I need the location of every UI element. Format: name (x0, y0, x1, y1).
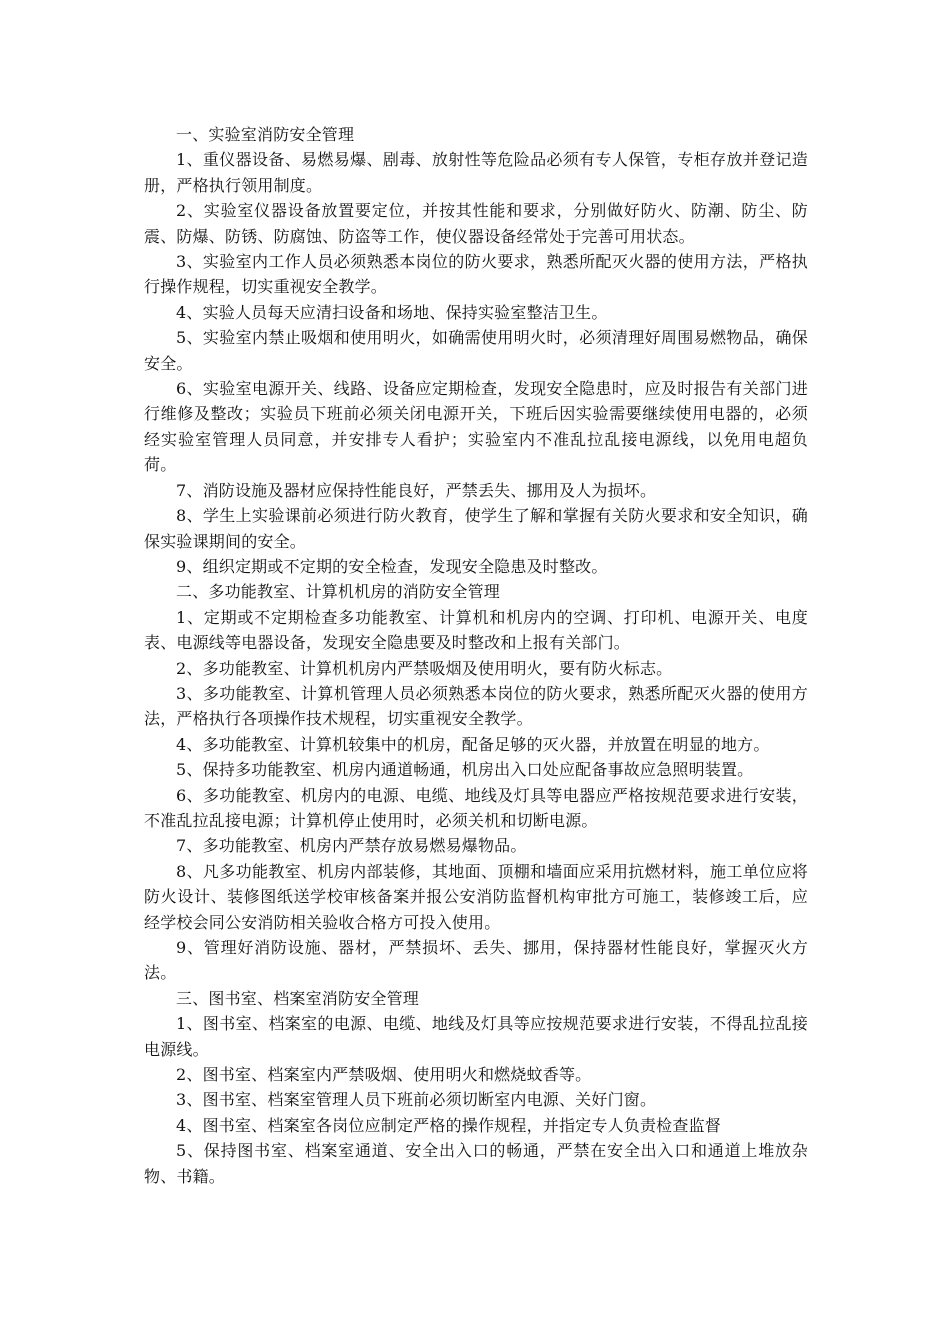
section-2-item-4: 4、多功能教室、计算机较集中的机房，配备足够的灭火器，并放置在明显的地方。 (176, 734, 770, 754)
section-2-item-9: 9、管理好消防设施、器材，严禁损坏、丢失、挪用，保持器材性能良好，掌握灭火方法。 (144, 938, 808, 983)
section-2-item-1: 1、定期或不定期检查多功能教室、计算机和机房内的空调、打印机、电源开关、电度表、电源线等电器设备，发现安全隐患要及时整改和上报有关部门。 (144, 607, 808, 653)
document-body (144, 122, 808, 1189)
section-2-item-7: 7、多功能教室、机房内严禁存放易燃易爆物品。 (176, 836, 527, 856)
section-2-item-6: 6、多功能教室、机房内的电源、电缆、地线及灯具等电器应严格按规范要求进行安装，不准乱拉乱接电源；计算机停止使用时，必须关机和切断电源。 (144, 785, 808, 830)
section-1-item-1: 1、重仪器设备、易燃易爆、剧毒、放射性等危险品必须有专人保管，专柜存放并登记造册，严格执行领用制度。 (144, 150, 808, 195)
section-3-item-2: 2、图书室、档案室内严禁吸烟、使用明火和燃烧蚊香等。 (176, 1065, 592, 1085)
section-1-item-5: 5、实验室内禁止吸烟和使用明火，如确需使用明火时，必须清理好周围易燃物品，确保安全。 (144, 328, 808, 373)
section-3-item-5: 5、保持图书室、档案室通道、安全出入口的畅通，严禁在安全出入口和通道上堆放杂物、书籍。 (144, 1141, 808, 1186)
section-1-item-2: 2、实验室仪器设备放置要定位，并按其性能和要求，分别做好防火、防潮、防尘、防震、防爆、防锈、防腐蚀、防盗等工作，使仪器设备经常处于完善可用状态。 (144, 201, 808, 246)
section-2-item-5: 5、保持多功能教室、机房内通道畅通，机房出入口处应配备事故应急照明装置。 (176, 760, 754, 780)
section-1-item-8: 8、学生上实验课前必须进行防火教育，使学生了解和掌握有关防火要求和安全知识，确保实验课期间的安全。 (144, 506, 808, 551)
section-2-item-2: 2、多功能教室、计算机机房内严禁吸烟及使用明火，要有防火标志。 (176, 658, 673, 678)
section-heading-3: 三、图书室、档案室消防安全管理 (176, 988, 420, 1008)
section-2-item-3: 3、多功能教室、计算机管理人员必须熟悉本岗位的防火要求，熟悉所配灭火器的使用方法，严格执行各项操作技术规程，切实重视安全教学。 (144, 683, 808, 729)
section-1-item-7: 7、消防设施及器材应保持性能良好，严禁丢失、挪用及人为损坏。 (176, 480, 657, 500)
section-3-item-4: 4、图书室、档案室各岗位应制定严格的操作规程，并指定专人负责检查监督 (176, 1115, 721, 1135)
section-1-item-9: 9、组织定期或不定期的安全检查，发现安全隐患及时整改。 (176, 556, 608, 576)
section-1-item-6: 6、实验室电源开关、线路、设备应定期检查，发现安全隐患时，应及时报告有关部门进行维修及整改；实验员下班前必须关闭电源开关，下班后因实验需要继续使用电器的，必须经实验室管理人员同意，并安排专人看护；实验室内不准乱拉乱接电源线，以免用电超负荷。 (144, 379, 808, 475)
section-3-item-3: 3、图书室、档案室管理人员下班前必须切断室内电源、关好门窗。 (176, 1090, 657, 1110)
section-heading-1: 一、实验室消防安全管理 (176, 125, 355, 144)
section-1-item-4: 4、实验人员每天应清扫设备和场地、保持实验室整洁卫生。 (176, 302, 608, 322)
section-heading-2: 二、多功能教室、计算机机房的消防安全管理 (176, 582, 501, 602)
section-2-item-8: 8、凡多功能教室、机房内部装修，其地面、顶棚和墙面应采用抗燃材料，施工单位应将防火设计、装修图纸送学校审核备案并报公安消防监督机构审批方可施工，装修竣工后，应经学校会同公安消防相关验收合格方可投入使用。 (144, 861, 808, 932)
section-3-item-1: 1、图书室、档案室的电源、电缆、地线及灯具等应按规范要求进行安装，不得乱拉乱接电源线。 (144, 1014, 808, 1059)
section-1-item-3: 3、实验室内工作人员必须熟悉本岗位的防火要求，熟悉所配灭火器的使用方法，严格执行操作规程，切实重视安全教学。 (144, 252, 808, 297)
